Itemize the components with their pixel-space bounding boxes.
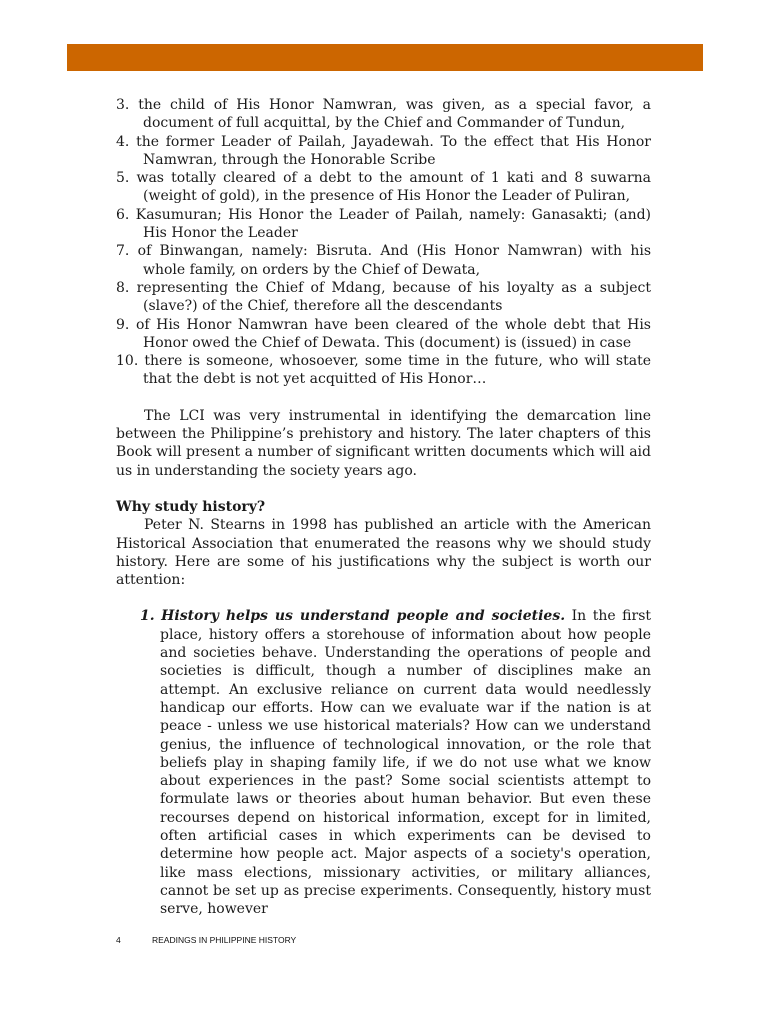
reason-text: In the first place, history offers a storehouse of information about how people and societies behave. Understanding the operations of people and societies is difficult, though a number of disciplines make an attempt. An exclusive reliance on current data would needlessly handicap our efforts. How can we evaluate war if the nation is at peace - unless we use historical materials? How can we understand genius, the influence of technological innovation, or the role that beliefs play in shaping family life, if we do not use what we know about experiences in the past? Some social scientists attempt to formulate laws or theories about human behavior. But even these recourses depend on historical information, except for in limited, often artificial cases in which experiments can be devised to determine how people act. Major aspects of a society's operation, like mass elections, missionary activities, or military alliances, cannot be set up as precise experiments. Consequently, history must serve, however [160,608,651,918]
translation-lines [116,96,651,389]
section-heading: Why study history? [116,498,266,515]
line-number: 3. [116,97,130,113]
book-title: READINGS IN PHILIPPINE HISTORY [152,935,297,945]
numbered-line [116,169,651,206]
header-banner [67,44,703,71]
reason-item [116,607,651,918]
line-text: Kasumuran; His Honor the Leader of Pailah, namely: Ganasakti; (and) His Honor the Leader [135,206,652,242]
line-text: of His Honor Namwran have been cleared of the whole debt that His Honor owed the Chief of Dewata. This (document) is (issued) in case [135,316,651,351]
numbered-line [116,133,651,170]
line-number: 5. [116,170,130,187]
line-text: was totally cleared of a debt to the amount of 1 kati and 8 suwarna (weight of gold), in the presence of His Honor the Leader of Puliran, [136,170,651,205]
numbered-line [116,279,651,316]
line-text: of Binwangan, namely: Bisruta. And (His Honor Namwran) with his whole family, on orders by the Chief of Dewata, [137,243,652,278]
line-text: there is someone, whosoever, some time in the future, who will state that the debt is not yet acquitted of His Honor… [143,353,651,388]
line-text: the child of His Honor Namwran, was given, as a special favor, a document of full acquittal, by the Chief and Commander of Tundun, [138,97,652,132]
line-text: representing the Chief of Mdang, because of his loyalty as a subject (slave?) of the Chief, therefore all the descendants [136,279,651,315]
page-number: 4 [116,935,121,945]
line-number: 9. [116,316,130,333]
page-content [116,96,651,918]
paragraph-stearns: Peter N. Stearns in 1998 has published an article with the American Historical Association that enumerated the reasons why we should study history. Here are some of his justifications why the subject is worth our attention: [116,517,651,589]
line-text: the former Leader of Pailah, Jayadewah. To the effect that His Honor Namwran, through the Honorable Scribe [136,133,652,168]
line-number: 8. [116,279,130,296]
line-number: 4. [116,133,130,150]
page-footer [116,935,296,945]
numbered-line [116,316,651,353]
numbered-line [116,206,651,243]
paragraph-lci: The LCI was very instrumental in identifying the demarcation line between the Philippine’s prehistory and history. The later chapters of this Book will present a number of significant written documents which will aid us in understanding the society years ago. [116,407,651,479]
line-number: 7. [116,243,130,260]
line-number: 6. [116,206,130,223]
line-number: 10. [116,353,139,370]
numbered-line [116,96,651,133]
numbered-line [116,242,651,279]
numbered-line [116,352,651,389]
reason-lead: History helps us understand people and societies. [161,608,566,625]
reason-number: 1. [140,608,155,625]
